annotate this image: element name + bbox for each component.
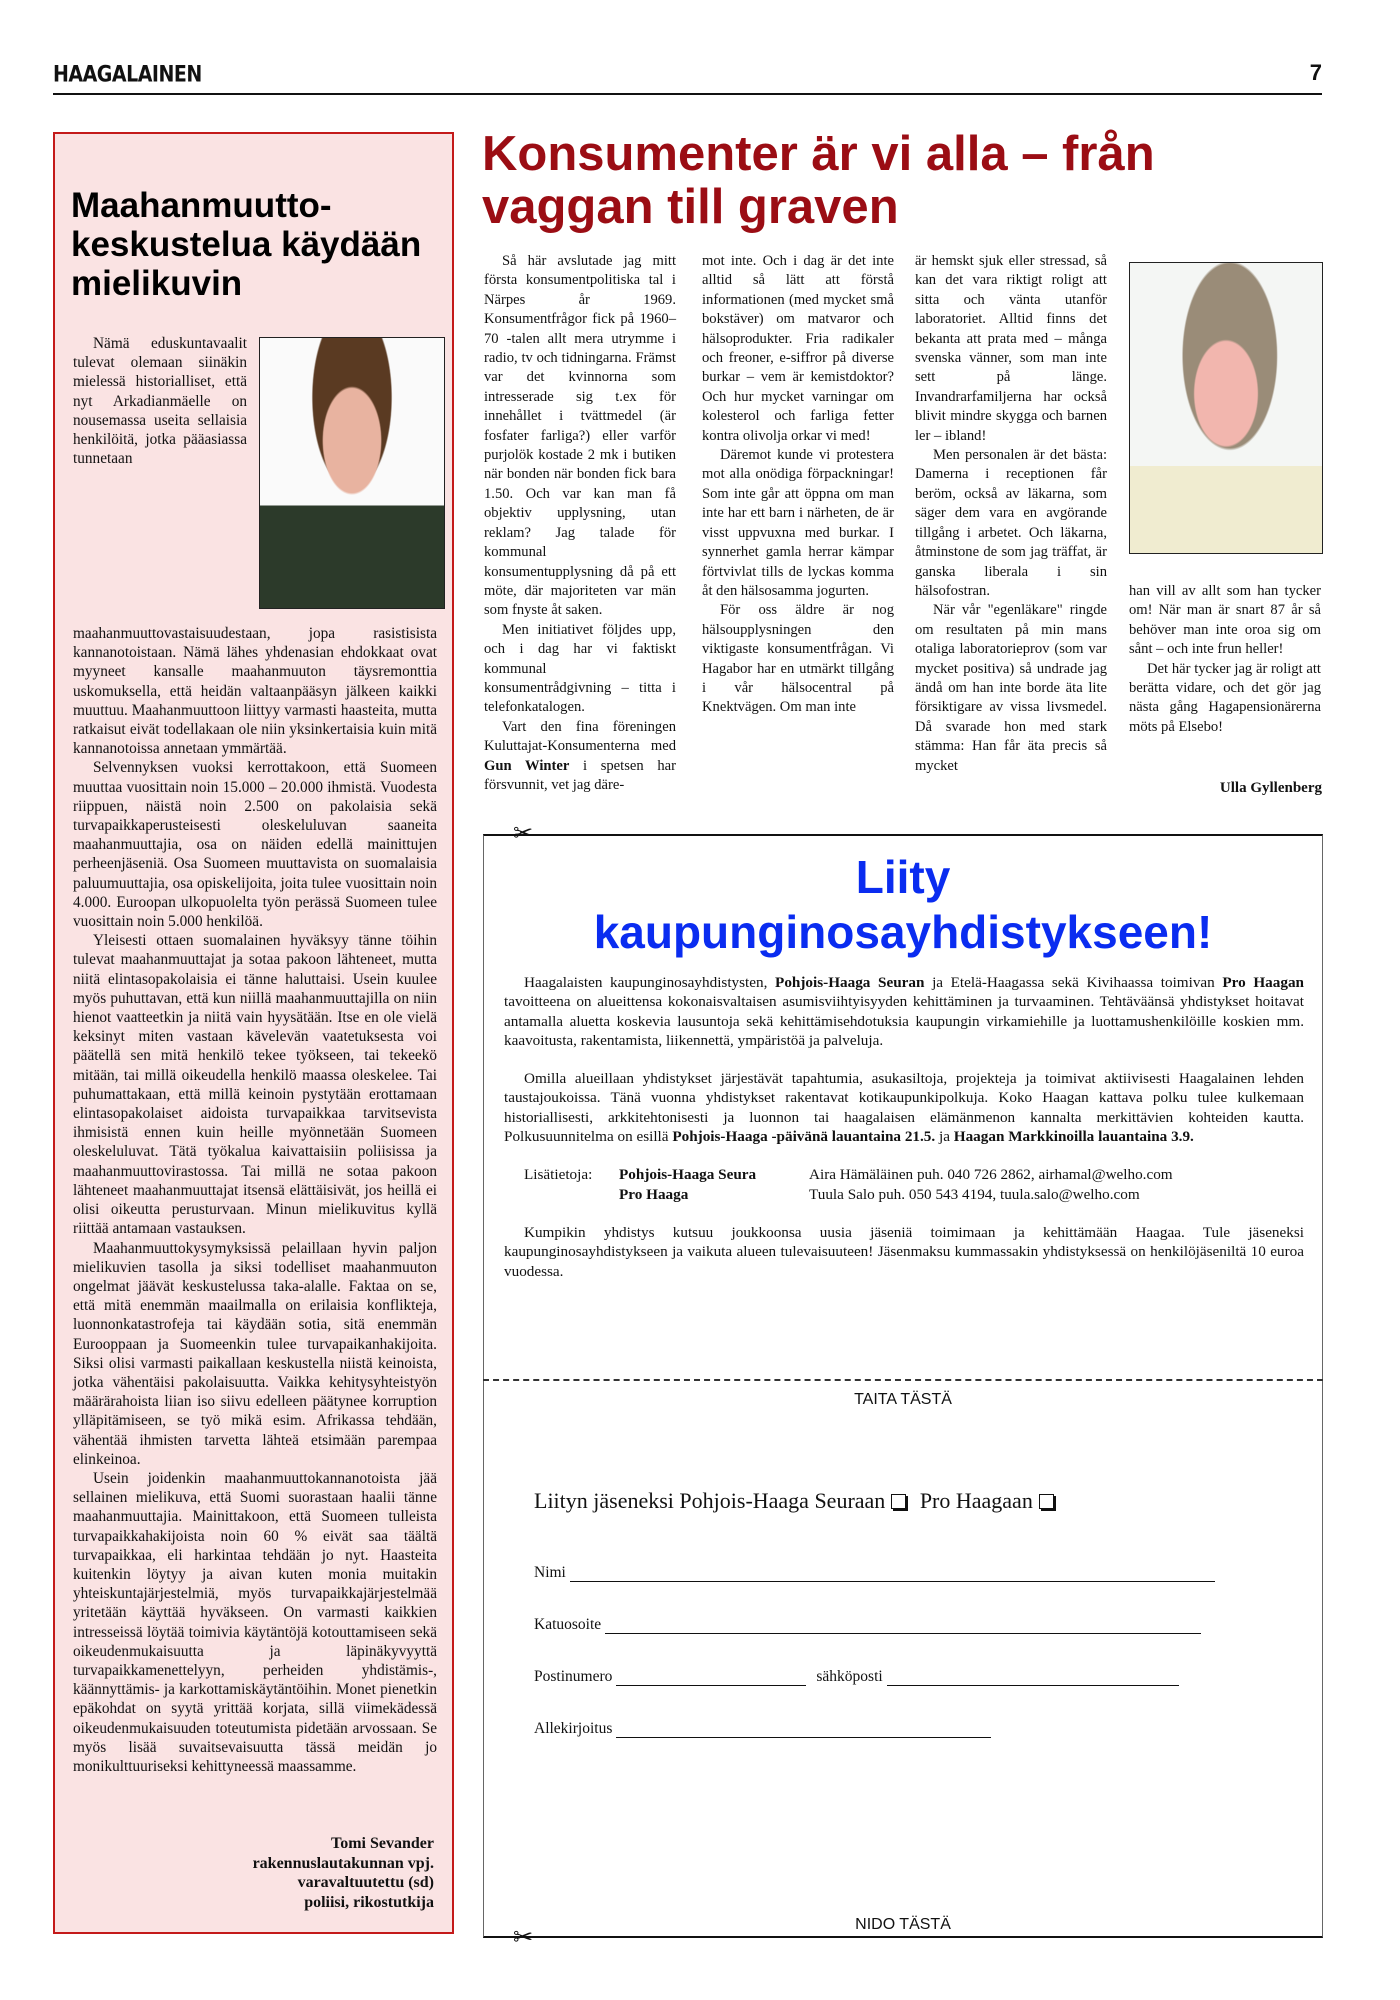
coupon-title bbox=[484, 850, 1322, 960]
opinion-box bbox=[53, 132, 454, 1934]
coupon-title-line: kaupunginosayhdistykseen! bbox=[593, 906, 1213, 958]
author-photo bbox=[1129, 262, 1323, 554]
opinion-paragraph: Maahanmuuttokysymyksissä pelaillaan hyvin paljon mielikuvien tasolla ja siksi todelliset maahanmuuton ongelmat jäävät keskustelussa taka-alalle. Faktaa on se, että mitä enemmän maailmalla on erilaisia konflikteja, luonnonkatastrofeja tai käydään sotia, sitä enemmän Eurooppaan ja Suomeenkin tulee turvapaikanhakijoita. Siksi olisi varmasti paikallaan keskustella niistä keinoista, jotka vähentäisi pakolaisuutta. Vaikka kehitysyhteistyön määrärahoista liian iso siivu edelleen päätynee korruption ylläpitämiseen, se työ mikä esim. Afrikassa tehdään, vähentää ihmisten tarvetta lähteä etsimään parempaa elinkeinoa. bbox=[73, 1239, 437, 1468]
person-name: Gun Winter bbox=[484, 757, 570, 774]
coupon-body bbox=[504, 973, 1304, 1300]
field-label: Nimi bbox=[534, 1564, 566, 1581]
opinion-paragraph: Nämä eduskuntavaalit tulevat olemaan siinäkin mielessä historialliset, että nyt Arkadianmäelle on nousemassa useita sellaisia henkilöitä, jotka pääasiassa tunnetaan maahanmuuttovastaisuudestaan, jopa rasistisista kannanotoistaan. Nämä lähes yhdenasian ehdokkaat ovat myyneet kansalle maahanmuuton täysremonttia uskomuksella, että heidän valtaanpääsyn jälkeen kaikki muuttuu. Maahanmuuttoon liittyy varmasti haasteita, mutta ratkaisut eivät todellakaan ole niin yksinkertaisia kuin mitä kannanotoissa annetaan ymmärtää. bbox=[73, 335, 437, 758]
field-label: sähköposti bbox=[816, 1668, 883, 1685]
fold-label: TAITA TÄSTÄ bbox=[854, 1391, 952, 1408]
article-headline: Konsumenter är vi alla – från vaggan till graven bbox=[482, 127, 1155, 234]
scissors-icon: ✂ bbox=[513, 1925, 534, 1951]
contact-org: Pohjois-Haaga Seura bbox=[619, 1166, 757, 1184]
author-role: poliisi, rikostutkija bbox=[304, 1893, 434, 1911]
coupon-title-line: Liity bbox=[855, 851, 951, 903]
opinion-signature bbox=[253, 1834, 434, 1912]
email-input[interactable] bbox=[887, 1669, 1179, 1686]
article-column-3 bbox=[915, 252, 1107, 776]
text-run: ja bbox=[935, 1128, 954, 1146]
contact-list bbox=[524, 1165, 1304, 1204]
field-label: Allekirjoitus bbox=[534, 1720, 613, 1737]
staple-label: NIDO TÄSTÄ bbox=[855, 1916, 951, 1933]
article-paragraph: Så här avslutade jag mitt första konsumentpolitiska tal i Närpes år 1969. Konsumentfrågor fick på 1960–70 -talen allt mera utrymme i radio, tv och tidningarna. Främst var det kvinnorna som intresserade sig t.ex för innehållet i tvättmedel (är fosfater farliga?) eller varför purjolök kostade 2 mk i butiken när bonden när bonden fick bara 1.50. Och var kan man få objektiv upplysning, utan reklam? Jag talade för kommunal konsumentupplysning då på ett möte, där majoriteten var män som fnyste åt saken. bbox=[484, 253, 676, 619]
article-column-2 bbox=[702, 252, 894, 718]
join-options bbox=[534, 1488, 1062, 1514]
join-label: Liityn jäseneksi Pohjois-Haaga Seuraan bbox=[534, 1488, 886, 1513]
author-role: varavaltuutettu (sd) bbox=[297, 1874, 434, 1891]
author-role: rakennuslautakunnan vpj. bbox=[252, 1854, 434, 1872]
event-date: Pohjois-Haaga -päivänä lauantaina 21.5. bbox=[672, 1128, 936, 1146]
event-date: Haagan Markkinoilla lauantaina 3.9. bbox=[953, 1128, 1194, 1146]
opinion-paragraph: Selvennyksen vuoksi kerrottakoon, että Suomeen muuttaa vuosittain noin 15.000 – 20.000 ihmistä. Vuodesta riippuen, näistä noin 2.500 on pakolaisia sekä turvapaikkaperusteisesti oleskeluluvan saaneita maahanmuuttajia, osa on näiden edellä mainittujen perheenjäseniä. Osa Suomeen muuttavista on suomalaisia paluumuuttajia, osa opiskelijoita, joita tulee vuosittain noin 4.000. Euroopan ulkopuolelta työn perässä Suomeen tulee vuosittain noin 5.000 henkilöä. bbox=[73, 759, 437, 931]
postcode-email-field bbox=[534, 1668, 1179, 1686]
coupon-paragraph bbox=[504, 973, 1304, 1050]
text-run: i spetsen har försvunnit, vet jag däre- bbox=[484, 757, 676, 793]
signature-input[interactable] bbox=[616, 1721, 991, 1738]
author-name: Tomi Sevander bbox=[331, 1835, 434, 1852]
opinion-body bbox=[73, 334, 437, 1776]
article-paragraph: Det här tycker jag är roligt att berätta vidare, och det gör jag nästa gång Hagapensionärerna möts på Elsebo! bbox=[1129, 660, 1321, 735]
text-run: Haagalaisten kaupunginosayhdistysten, bbox=[524, 974, 776, 991]
text-run: ja Etelä-Haagassa sekä Kivihaassa toimivan bbox=[924, 974, 1223, 991]
article-paragraph: Däremot kunde vi protestera mot alla onödiga förpackningar! Som inte går att öppna om man inte har ett barn i närheten, de är visst uppvuxna med burkar. I synnerhet gamla herrar kämpar förtvivlat tills de lyckas komma åt den hälsosamma jogurten. bbox=[702, 447, 894, 599]
contact-label: Lisätietoja: bbox=[524, 1166, 593, 1184]
contact-org: Pro Haaga bbox=[619, 1185, 689, 1203]
checkbox-pro-haaga[interactable] bbox=[1039, 1494, 1054, 1509]
article-paragraph bbox=[484, 718, 676, 796]
article-paragraph: När vår "egenläkare" ringde om resultaten på min mans otaliga laboratorieprov (som var mycket positiva) så undrade jag ändå om han inte borde äta lite försiktigare av vissa livsmedel. Då svarade hon med stark stämma: Han får äta precis så mycket bbox=[915, 602, 1107, 774]
article-paragraph: Men initiativet följdes upp, och i dag har vi faktiskt kommunal konsumentrådgivning – titta i telefonkatalogen. bbox=[484, 621, 676, 716]
page-number: 7 bbox=[1309, 60, 1322, 85]
opinion-title: Maahanmuutto-keskustelua käydään mielikuvin bbox=[71, 186, 422, 303]
street-input[interactable] bbox=[605, 1617, 1201, 1634]
contact-info[interactable]: Aira Hämäläinen puh. 040 726 2862, airhamal@welho.com bbox=[809, 1166, 1173, 1184]
field-label: Postinumero bbox=[534, 1668, 613, 1685]
name-field bbox=[534, 1564, 1215, 1582]
article-column-1 bbox=[484, 252, 676, 795]
join-label: Pro Haagaan bbox=[919, 1488, 1033, 1513]
opinion-paragraph: Usein joidenkin maahanmuuttokannanotoista jää sellainen mielikuva, että Suomi suorastaan haalii tänne maahanmuuttajia. Mainittakoon, että Suomeen tulleista turvapaikkahakijoista noin 60 % eivät saa täältä turvapaikkaa, eli harkintaa tehdään jo nyt. Haasteita kuitenkin löytyy ja aivan kuten monia muitakin yhteiskuntajärjestelmiä, myös turvapaikkajärjestelmää yritetään käyttää hyväkseen. On varmasti kaikkien intresseissä löytää toimivia käytäntöjä kotouttamiseen sekä oikeudenmukaisuutta ja läpinäkyvyyttä turvapaikkamenettelyyn, perheiden yhdistämis-, käännyttämis- ja karkottamiskäytäntöihin. Monet pienetkin epäkohdat on syytä yrittää korjata, sillä viimekädessä oikeudenmukaisuuden toteutumista pidetään arvossaan. Se myös lisää suvaitsevaisuutta tässä meidän jo monikulttuuriseksi kehittyneessä maassamme. bbox=[73, 1469, 437, 1775]
scissors-icon: ✂ bbox=[513, 821, 534, 847]
photo-spacer bbox=[247, 334, 437, 624]
article-signature: Ulla Gyllenberg bbox=[1219, 780, 1322, 796]
article-paragraph: är hemskt sjuk eller stressad, så kan det vara riktigt roligt att sitta och vänta utanför laboratoriet. Alltid finns det bekanta att prata med – många svenska vänner, som man inte sett på länge. Invandrarfamiljerna har också blivit mindre skygga och barnen ler – ibland! bbox=[915, 253, 1107, 444]
article-paragraph: För oss äldre är nog hälsoupplysningen den viktigaste konsumentfrågan. Vi Hagabor har en utmärkt tillgång i vår hälsocentral på Knektvägen. Om man inte bbox=[702, 602, 894, 716]
coupon-paragraph bbox=[504, 1069, 1304, 1146]
contact-info[interactable]: Tuula Salo puh. 050 543 4194, tuula.salo@welho.com bbox=[809, 1185, 1140, 1203]
signature-field bbox=[534, 1720, 991, 1738]
org-name: Pohjois-Haaga Seuran bbox=[775, 974, 925, 991]
text-run: Vart den fina föreningen Kuluttajat-Konsumenterna med bbox=[484, 718, 676, 755]
org-name: Pro Haagan bbox=[1222, 974, 1304, 991]
field-label: Katuosoite bbox=[534, 1616, 602, 1633]
postcode-input[interactable] bbox=[616, 1669, 806, 1686]
text-run: tavoitteena on alueittensa kokonaisvaltaisen asumisviihtyisyyden kehittäminen ja turvaaminen. Tehtäväänsä yhdistykset hoitavat antamalla aluetta koskevia lausuntoja sekä kehittämisehdotuksia kaupungin virkamiehille ja luottamushenkilöille koskien mm. kaavoitusta, rakentamista, liikennettä, ympäristöä ja palveluja. bbox=[504, 993, 1304, 1049]
name-input[interactable] bbox=[570, 1565, 1215, 1582]
header-rule bbox=[53, 93, 1322, 95]
coupon-paragraph: Kumpikin yhdistys kutsuu joukkoonsa uusia jäseniä toimimaan ja kehittämään Haagaa. Tule jäseneksi kaupunginosayhdistykseen ja vaikuta alueen tulevaisuuteen! Jäsenmaksu kummassakin yhdistyksessä on henkilöjäseniltä 10 euroa vuodessa. bbox=[504, 1223, 1304, 1280]
street-field bbox=[534, 1616, 1201, 1634]
masthead: HAAGALAINEN bbox=[53, 62, 202, 88]
membership-coupon bbox=[483, 834, 1323, 1938]
checkbox-pohjois-haaga[interactable] bbox=[891, 1494, 906, 1509]
article-column-4 bbox=[1129, 582, 1321, 737]
article-paragraph: Men personalen är det bästa: Damerna i receptionen får beröm, också av läkarna, som säger dem vara en avgörande tillgång i arbetet. Och läkarna, åtminstone de som jag träffat, är ganska liberala i sin hälsofostran. bbox=[915, 447, 1107, 599]
fold-line bbox=[483, 1379, 1323, 1381]
opinion-paragraph: Yleisesti ottaen suomalainen hyväksyy tänne töihin tulevat maahanmuuttajat ja sotaa pakoon lähteneet, mutta niitä elintasopakolaisia ei tänne haluttaisi. Usein kuulee myös puhuttavan, että kun niillä maahanmuuttajilla on niin hienot vaatteetkin ja niitä vain hyysätään. Itse en ole vielä keksinyt miten vastaan kävelevän vaatetuksesta voi päätellä sen mitä henkilö tekee työkseen, tai tekeekö mitään, tai millä oikeudella henkilö maassa oleskelee. Tai puhumattakaan, että millä keinoin pystytään erottamaan elintasopakolaiset aidoista turvapaikkaa tarvitsevista ihmisistä ennen kuin heille myönnetään Suomeen oleskeluluvat. Tätä työkalua kaivattaisiin poliisissa ja maahanmuuttovirastossa. Tai millä ne sotaa pakoon lähteneet maahanmuuttajat itsensä elättäisivät, jos heillä ei olisi oikeutta perusturvaan. Minun mielikuvitus kyllä riittää antamaan vastauksen. bbox=[73, 932, 437, 1238]
text-run: Omilla alueillaan yhdistykset järjestävät tapahtumia, asukasiltoja, projekteja ja toimivat aktiivisesti Haagalainen lehden taustajoukoissa. Tänä vuonna yhdistykset rakentavat kotikaupunkipolkuja. Koko Haagan kattava polku tulee kulkemaan historiallisesti, arkkitehtonisesti ja luonnon tai haagalaisen elämänmenon kannalta merkittävien kohteiden kautta. Polkusuunnitelma on esillä bbox=[504, 1070, 1304, 1146]
article-paragraph: han vill av allt som han tycker om! När man är snart 87 år så behöver man inte oroa sig om sånt – och inte frun heller! bbox=[1129, 583, 1321, 658]
article-paragraph: mot inte. Och i dag är det inte alltid så lätt att förstå informationen (med mycket små bokstäver) om matvaror och hälsoprodukter. Fria radikaler och freoner, e-siffror på diverse burkar – vem är kemistdoktor? Och hur mycket varningar om kolesterol och farliga fetter kontra olivolja orkar vi med! bbox=[702, 253, 894, 444]
